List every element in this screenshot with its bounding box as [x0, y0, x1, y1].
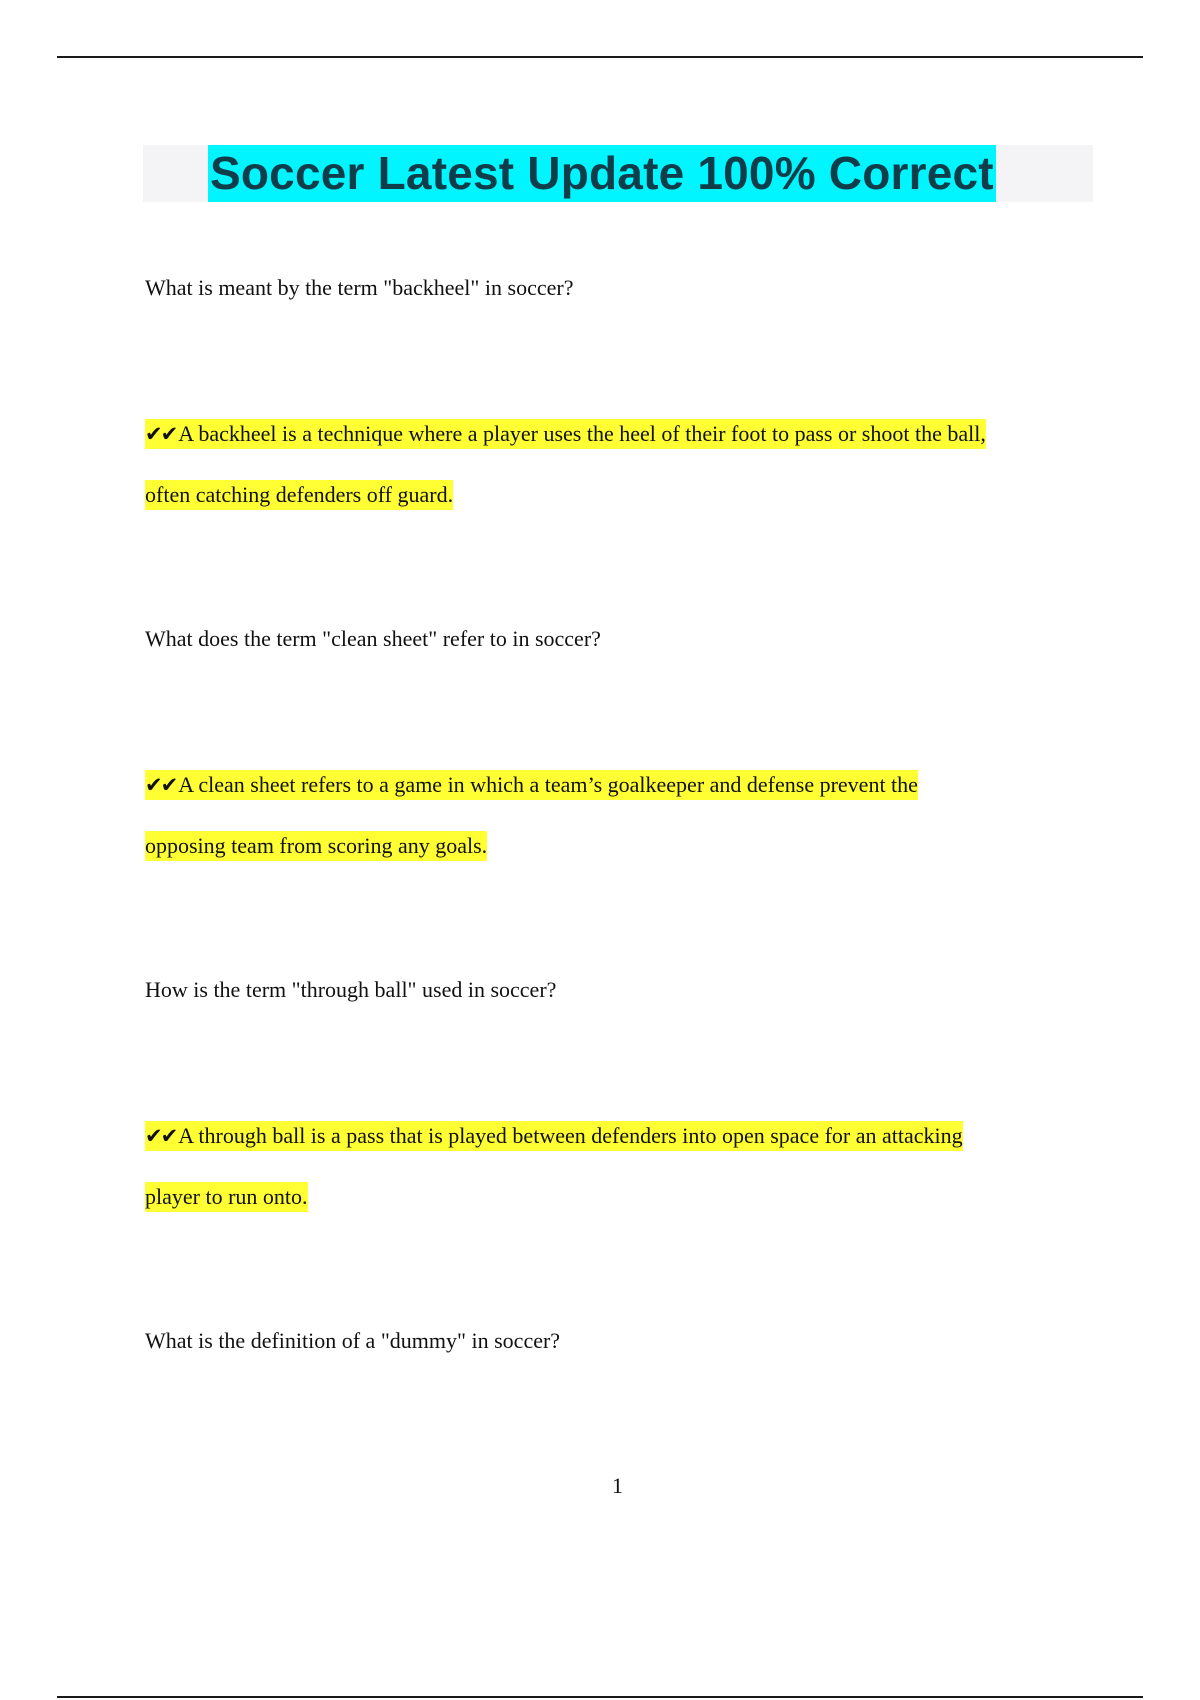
answer-line: [145, 1120, 963, 1152]
answer-text: A backheel is a technique where a player uses the heel of their foot to pass or shoot the ball,: [178, 421, 986, 446]
answer-line: [145, 830, 487, 862]
answer-text: opposing team from scoring any goals.: [145, 831, 487, 861]
double-check-icon: ✔✔: [145, 1124, 177, 1148]
double-check-icon: ✔✔: [145, 422, 177, 446]
double-check-icon: ✔✔: [145, 773, 177, 797]
answer-text: A clean sheet refers to a game in which a team’s goalkeeper and defense prevent the: [178, 772, 918, 797]
answer-line: [145, 479, 453, 511]
answer-highlight: [145, 419, 986, 449]
question-text: What is the definition of a "dummy" in soccer?: [145, 1328, 561, 1353]
answer-text: player to run onto.: [145, 1182, 308, 1212]
answer-highlight: [145, 770, 918, 800]
answer-line: [145, 418, 986, 450]
page-number: 1: [612, 1473, 623, 1498]
answer-text: A through ball is a pass that is played between defenders into open space for an attacking: [178, 1123, 963, 1148]
question-text: What does the term "clean sheet" refer to in soccer?: [145, 626, 601, 651]
answer-line: [145, 769, 918, 801]
question-text: What is meant by the term "backheel" in soccer?: [145, 275, 574, 300]
answer-text: often catching defenders off guard.: [145, 480, 453, 510]
top-rule: [57, 56, 1143, 58]
answer-line: [145, 1181, 308, 1213]
answer-highlight: [145, 1121, 963, 1151]
bottom-rule: [57, 1696, 1143, 1698]
document-title: Soccer Latest Update 100% Correct: [208, 145, 996, 202]
question-text: How is the term "through ball" used in soccer?: [145, 977, 557, 1002]
